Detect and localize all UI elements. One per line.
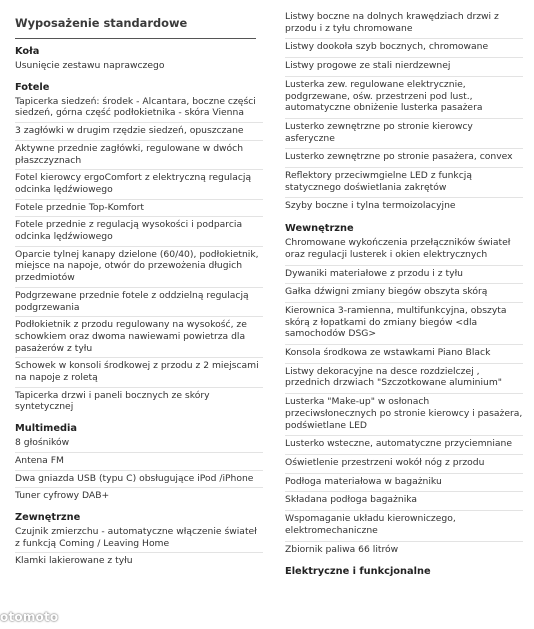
right-sections: [285, 223, 523, 578]
list-item: Tapicerka siedzeń: środek - Alcantara, boczne części siedzeń, górna część podłokietnika - skóra Vienna: [15, 94, 263, 123]
section: [15, 512, 263, 570]
list-item: Fotele przednie z regulacją wysokości i podparcia odcinka lędźwiowego: [15, 217, 263, 246]
list-item: Listwy progowe ze stali nierdzewnej: [285, 58, 523, 77]
list-item: Gałka dźwigni zmiany biegów obszyta skórą: [285, 284, 523, 303]
list-item: Usunięcie zestawu naprawczego: [15, 60, 165, 71]
list-item: Aktywne przednie zagłówki, regulowane w dwóch płaszczyznach: [15, 141, 263, 170]
list-item: Schowek w konsoli środkowej z przodu z 2 miejscami na napoje z roletą: [15, 358, 263, 387]
right-column: [285, 0, 523, 578]
list-item: Fotel kierowcy ergoComfort z elektryczną regulacją odcinka lędźwiowego: [15, 170, 263, 199]
list-item: Listwy dekoracyjne na desce rozdzielczej , przednich drzwiach "Szczotkowane aluminium": [285, 364, 523, 394]
list-item: Tapicerka drzwi i paneli bocznych ze skóry syntetycznej: [15, 389, 210, 413]
list-item: Dwa gniazda USB (typu C) obsługujące iPod /iPhone: [15, 471, 263, 489]
list-item: Chromowane wykończenia przełączników świateł oraz regulacji lusterek i okien elektrycznych: [285, 235, 523, 265]
list-item: Podłokietnik z przodu regulowany na wysokość, ze schowkiem oraz dwoma nawiewami powietrza dla pasażerów z tyłu: [15, 317, 263, 358]
left-column: [15, 0, 263, 570]
list-item: Reflektory przeciwmgielne LED z funkcją statycznego doświetlania zakrętów: [285, 168, 523, 198]
section-title: Zewnętrzne: [15, 511, 81, 523]
right-top-list: [285, 0, 523, 216]
list-item: Podgrzewane przednie fotele z oddzielną regulacją podgrzewania: [15, 288, 263, 317]
list-item: Lusterko zewnętrzne po stronie kierowcy asferyczne: [285, 119, 523, 149]
section: [285, 566, 523, 578]
list-item: Lusterko wsteczne, automatyczne przyciemniane: [285, 436, 523, 455]
section-title: Elektryczne i funkcjonalne: [285, 566, 431, 578]
watermark-logo: otomoto: [0, 610, 59, 624]
list-item: Oparcie tylnej kanapy dzielone (60/40), podłokietnik, miejsce na napoje, otwór do przewożenia długich przedmiotów: [15, 247, 263, 288]
list-item: Kierownica 3-ramienna, multifunkcyjna, obszyta skórą z łopatkami do zmiany biegów <dla samochodów DSG>: [285, 303, 523, 345]
list-item: Zbiornik paliwa 66 litrów: [285, 543, 399, 555]
section-title: Multimedia: [15, 423, 77, 435]
list-item: Lusterko zewnętrzne po stronie pasażera, convex: [285, 149, 523, 168]
list-item: Oświetlenie przestrzeni wokół nóg z przodu: [285, 455, 523, 474]
list-item: Dywaniki materiałowe z przodu i z tyłu: [285, 266, 523, 285]
list-item: Listwy boczne na dolnych krawędziach drzwi z przodu i z tyłu chromowane: [285, 9, 523, 39]
list-item: Tuner cyfrowy DAB+: [15, 490, 110, 502]
list-item: Lusterka "Make-up" w osłonach przeciwsłonecznych po stronie kierowcy i pasażera, podświetlane LED: [285, 394, 523, 436]
list-item: Składana podłoga bagażnika: [285, 492, 523, 511]
section: [15, 423, 263, 505]
section: [15, 82, 263, 416]
list-item: Lusterka zew. regulowane elektrycznie, podgrzewane, ośw. przestrzeni pod lust., automatyczne obniżenie lusterka pasażera: [285, 77, 523, 119]
section: [285, 223, 523, 559]
left-sections: [15, 46, 263, 570]
page-title: Wyposażenie standardowe: [15, 0, 256, 39]
list-item: 3 zagłówki w drugim rzędzie siedzeń, opuszczane: [15, 123, 263, 141]
section-title: Wewnętrzne: [285, 223, 354, 235]
section-title: Koła: [15, 46, 40, 57]
list-item: Fotele przednie Top-Komfort: [15, 200, 263, 218]
list-item: Wspomaganie układu kierowniczego, elektromechaniczne: [285, 511, 523, 541]
list-item: Czujnik zmierzchu - automatyczne włączenie świateł z funkcją Coming / Leaving Home: [15, 524, 263, 553]
section: [15, 46, 263, 75]
list-item: Antena FM: [15, 453, 263, 471]
list-item: Konsola środkowa ze wstawkami Piano Black: [285, 345, 523, 364]
list-item: Klamki lakierowane z tyłu: [15, 555, 133, 567]
list-item: Podłoga materiałowa w bagażniku: [285, 474, 523, 493]
list-item: 8 głośników: [15, 435, 263, 453]
list-item: Listwy dookoła szyb bocznych, chromowane: [285, 39, 523, 58]
list-item: Szyby boczne i tylna termoizolacyjne: [285, 200, 456, 212]
section-title: Fotele: [15, 81, 50, 93]
